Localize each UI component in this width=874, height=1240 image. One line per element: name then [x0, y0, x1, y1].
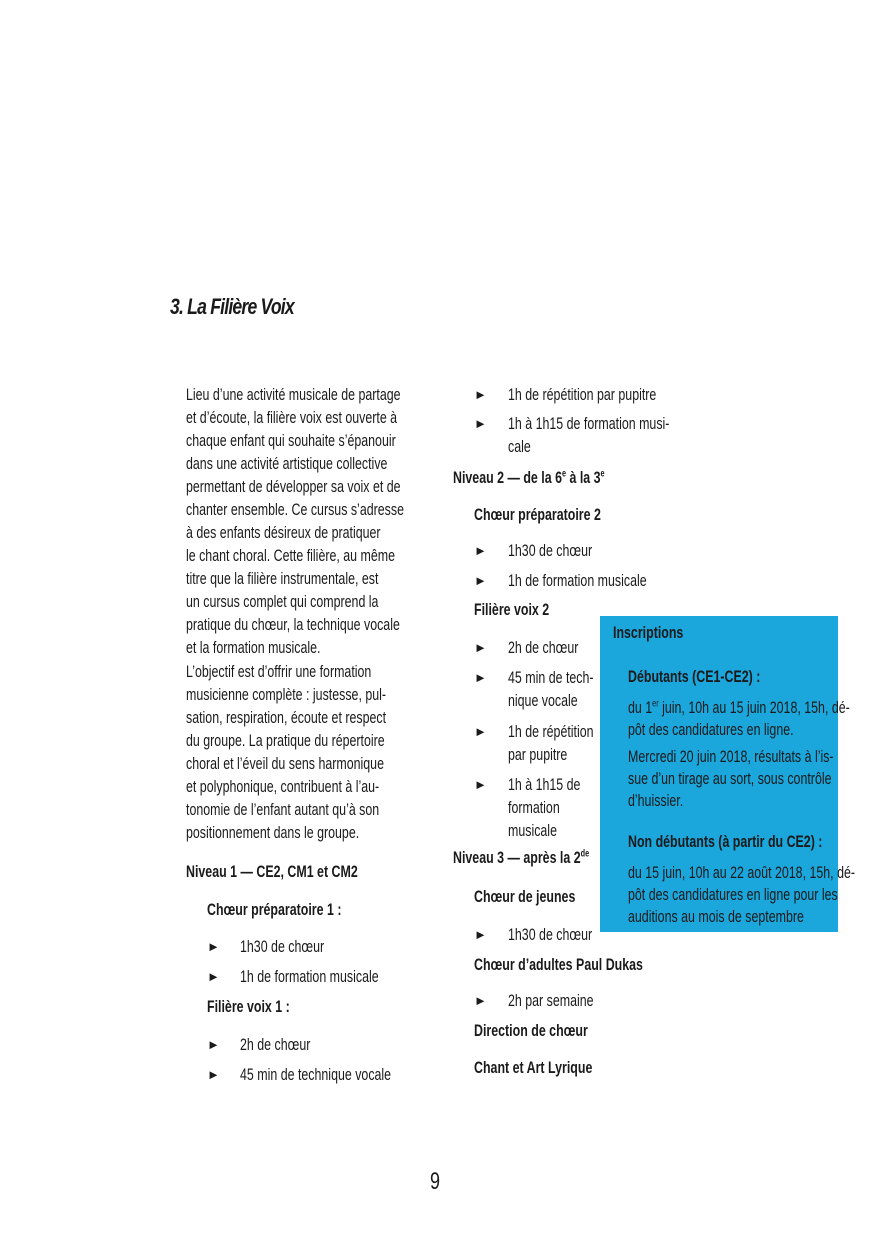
bullet-arrow-icon: ► — [474, 724, 487, 739]
text-line: à des enfants désireux de pratiquer — [186, 523, 381, 542]
text-line — [628, 697, 850, 719]
bullet-arrow-icon: ► — [474, 543, 487, 558]
bullet-arrow-icon: ► — [207, 1037, 220, 1052]
text-line: sation, respiration, écoute et respect — [186, 708, 387, 727]
list-item: 1h de formation musicale — [508, 571, 647, 590]
text-line: Lieu d’une activité musicale de partage — [186, 385, 401, 404]
text-line: et polyphonique, contribuent à l’au- — [186, 777, 380, 796]
bullet-arrow-icon: ► — [474, 640, 487, 655]
list-item: formation — [508, 798, 560, 817]
list-item: 2h de chœur — [240, 1035, 311, 1054]
text-line: le chant choral. Cette filière, au même — [186, 546, 396, 565]
text-line: du 15 juin, 10h au 22 août 2018, 15h, dé- — [628, 863, 856, 882]
choeur-adultes-heading: Chœur d’adultes Paul Dukas — [474, 955, 643, 974]
list-item: cale — [508, 437, 531, 456]
section-title: 3. La Filière Voix — [170, 294, 294, 319]
bullet-arrow-icon: ► — [207, 939, 220, 954]
text-line: musicienne complète : justesse, pul- — [186, 685, 387, 704]
list-item: nique vocale — [508, 691, 578, 710]
text-line: et d’écoute, la filière voix est ouverte à — [186, 408, 398, 427]
text-line: auditions au mois de septembre — [628, 907, 804, 926]
text-line: du groupe. La pratique du répertoire — [186, 731, 385, 750]
text-line: pôt des candidatures en ligne pour les — [628, 885, 838, 904]
text-line: sue d’un tirage au sort, sous contrôle — [628, 769, 832, 788]
text-line: pôt des candidatures en ligne. — [628, 720, 794, 739]
text-line: chaque enfant qui souhaite s’épanouir — [186, 431, 396, 450]
list-item: 1h30 de chœur — [508, 541, 593, 560]
direction-choeur-heading: Direction de chœur — [474, 1021, 588, 1040]
niveau-1-heading: Niveau 1 — CE2, CM1 et CM2 — [186, 862, 358, 881]
inscriptions-title: Inscriptions — [613, 623, 684, 642]
superscript: e — [561, 468, 567, 480]
list-item: 1h à 1h15 de formation musi- — [508, 414, 670, 433]
text-line: L’objectif est d’offrir une formation — [186, 662, 372, 681]
filiere-voix-2-heading: Filière voix 2 — [474, 600, 550, 619]
bullet-arrow-icon: ► — [474, 416, 487, 431]
list-item: 1h de formation musicale — [240, 967, 379, 986]
niveau-3-heading — [453, 847, 589, 869]
heading-text: Niveau 2 — de la 6 — [453, 468, 562, 487]
page-number: 9 — [430, 1168, 441, 1195]
list-item: 1h30 de chœur — [508, 925, 593, 944]
heading-text: Niveau 3 — après la 2 — [453, 848, 581, 867]
niveau-2-heading — [453, 467, 605, 489]
bullet-arrow-icon: ► — [474, 670, 487, 685]
bullet-arrow-icon: ► — [474, 573, 487, 588]
text-line: permettant de développer sa voix et de — [186, 477, 401, 496]
chant-art-lyrique-heading: Chant et Art Lyrique — [474, 1058, 593, 1077]
bullet-arrow-icon: ► — [474, 927, 487, 942]
non-debutants-heading: Non débutants (à partir du CE2) : — [628, 832, 823, 851]
choeur-jeunes-heading: Chœur de jeunes — [474, 887, 576, 906]
choeur-preparatoire-1-heading: Chœur préparatoire 1 : — [207, 900, 342, 919]
list-item: par pupitre — [508, 745, 568, 764]
list-item: 45 min de tech- — [508, 668, 594, 687]
list-item: 1h de répétition — [508, 722, 594, 741]
text-line: choral et l’éveil du sens harmonique — [186, 754, 384, 773]
bullet-arrow-icon: ► — [474, 387, 487, 402]
text-line: tonomie de l’enfant autant qu’à son — [186, 800, 380, 819]
text-line: et la formation musicale. — [186, 638, 321, 657]
text-line: chanter ensemble. Ce cursus s’adresse — [186, 500, 404, 519]
list-item: 1h à 1h15 de — [508, 775, 581, 794]
text-line: dans une activité artistique collective — [186, 454, 388, 473]
text-line: positionnement dans le groupe. — [186, 823, 360, 842]
filiere-voix-1-heading: Filière voix 1 : — [207, 997, 290, 1016]
text-line: titre que la filière instrumentale, est — [186, 569, 379, 588]
bullet-arrow-icon: ► — [474, 993, 487, 1008]
text-line: pratique du chœur, la technique vocale — [186, 615, 400, 634]
superscript: de — [580, 848, 590, 860]
list-item: 1h de répétition par pupitre — [508, 385, 657, 404]
text: juin, 10h au 15 juin 2018, 15h, dé- — [658, 698, 850, 717]
text: du 1 — [628, 698, 653, 717]
superscript: e — [600, 468, 605, 480]
bullet-arrow-icon: ► — [207, 969, 220, 984]
text-line: Mercredi 20 juin 2018, résultats à l’is- — [628, 747, 834, 766]
list-item: 2h de chœur — [508, 638, 579, 657]
bullet-arrow-icon: ► — [474, 777, 487, 792]
debutants-heading: Débutants (CE1-CE2) : — [628, 667, 761, 686]
text-line: d’huissier. — [628, 791, 684, 810]
bullet-arrow-icon: ► — [207, 1067, 220, 1082]
list-item: 1h30 de chœur — [240, 937, 325, 956]
list-item: 45 min de technique vocale — [240, 1065, 392, 1084]
list-item: 2h par semaine — [508, 991, 594, 1010]
list-item: musicale — [508, 821, 557, 840]
text-line: un cursus complet qui comprend la — [186, 592, 379, 611]
superscript: er — [652, 698, 659, 710]
heading-text: à la 3 — [566, 468, 601, 487]
choeur-preparatoire-2-heading: Chœur préparatoire 2 — [474, 505, 601, 524]
